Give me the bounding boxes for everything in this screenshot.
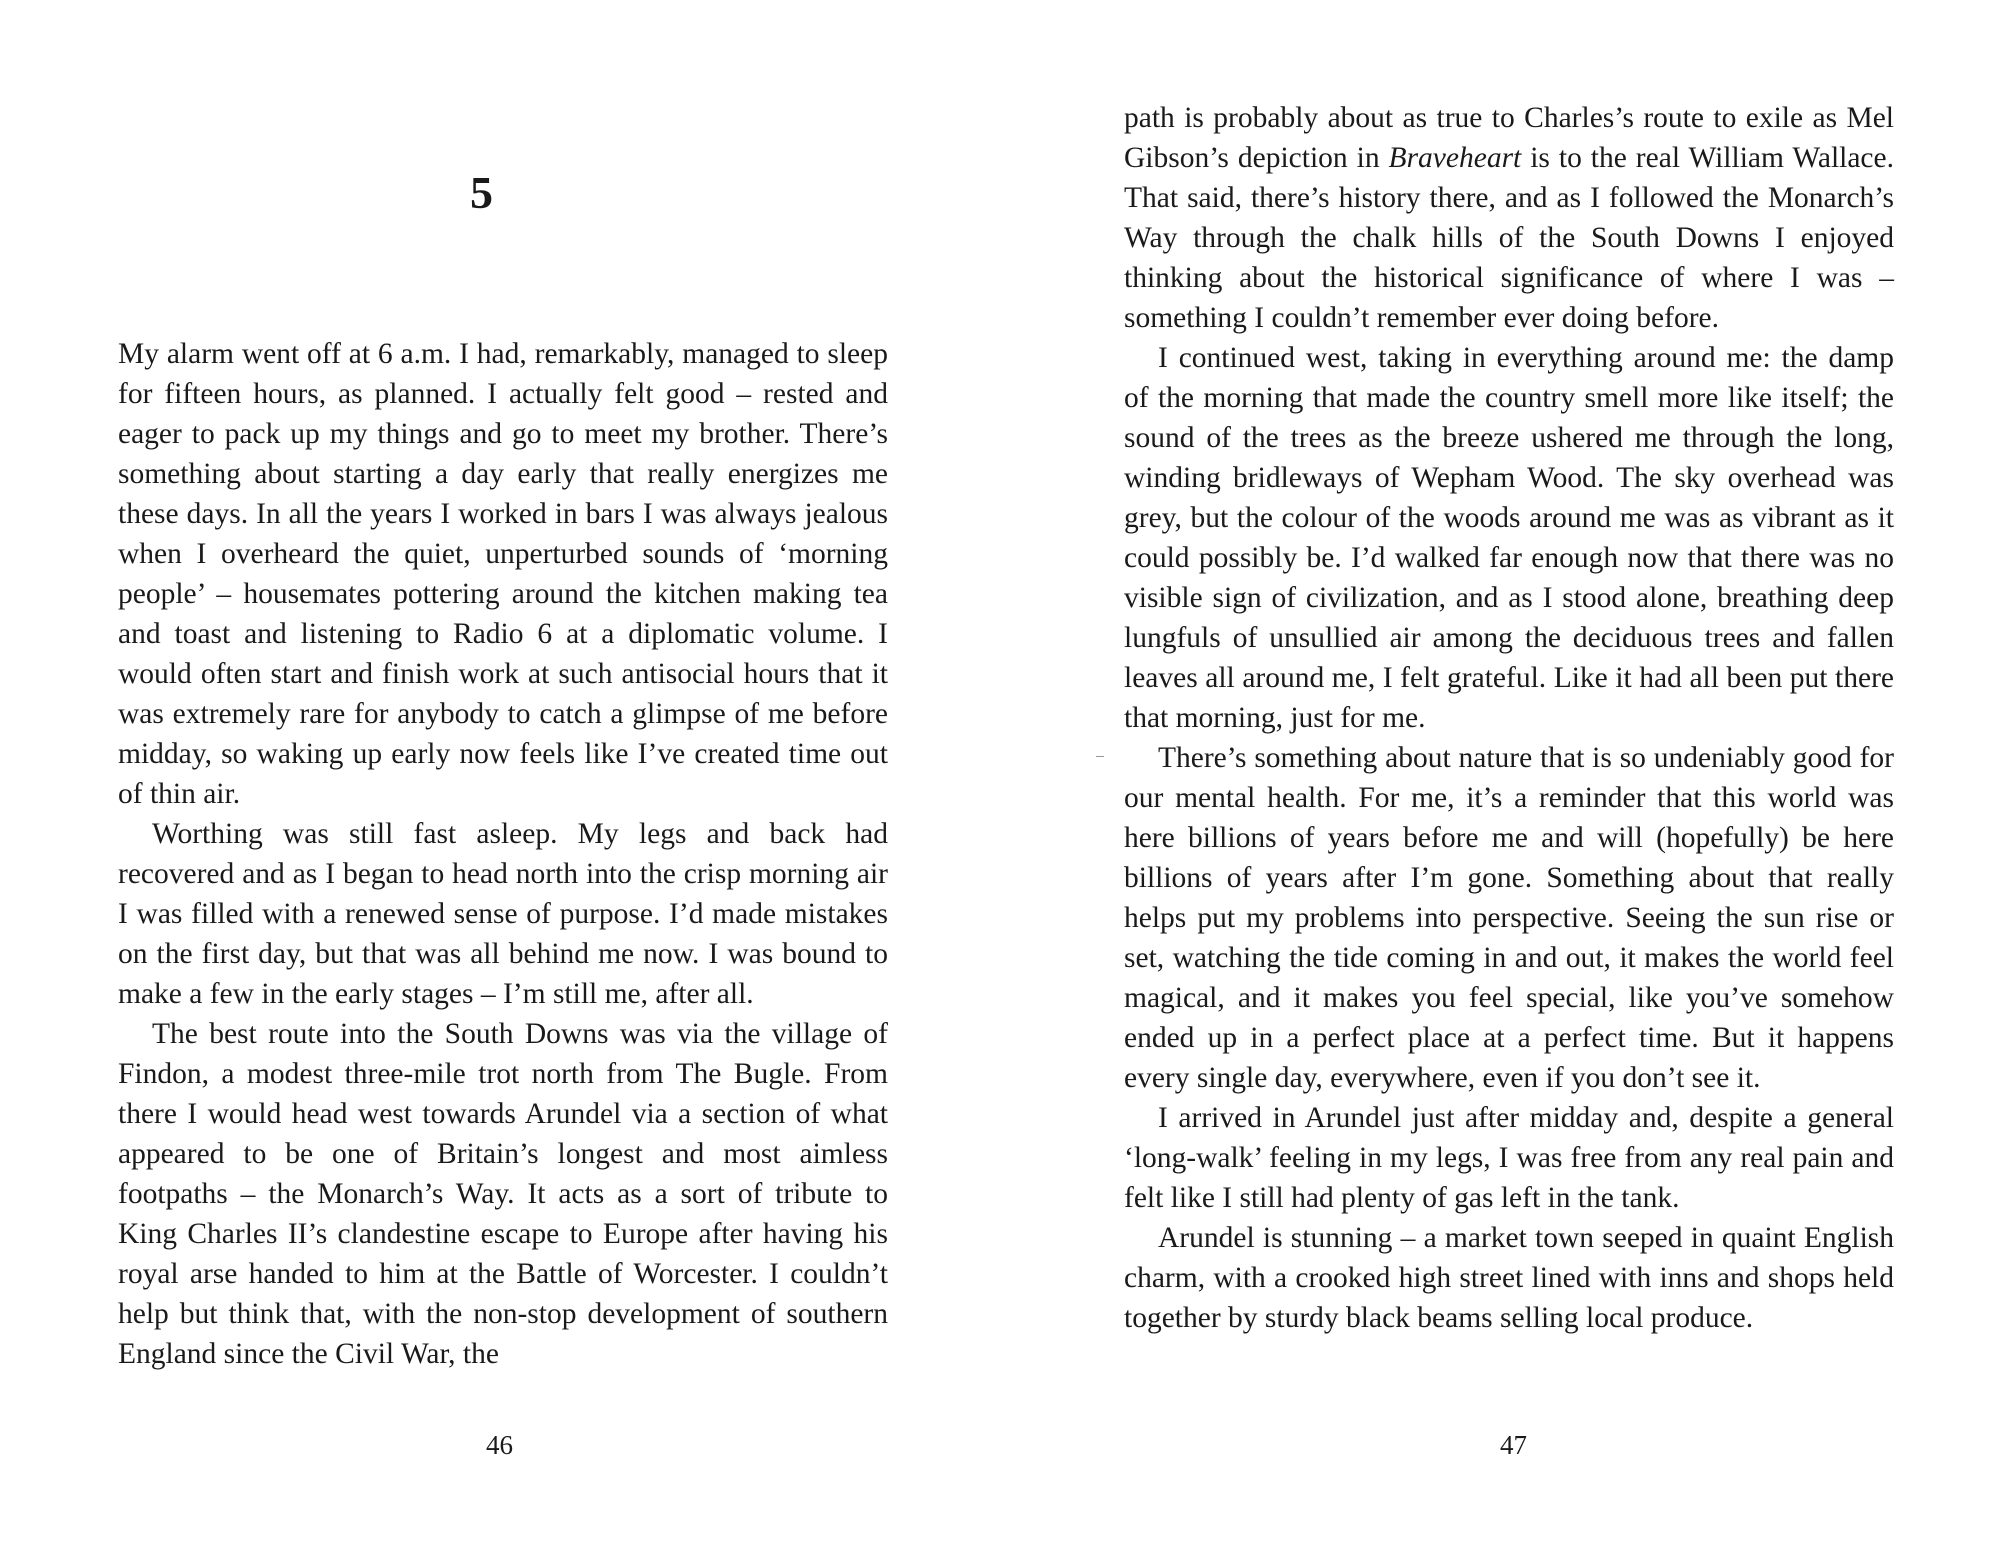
paragraph: My alarm went off at 6 a.m. I had, remarkably, managed to sleep for fifteen hours, as planned. I actually felt good – rested and eager to pack up my things and go to meet my brother. There’s something about starting a day early that really energizes me these days. In all the years I worked in bars I was always jealous when I overheard the quiet, unperturbed sounds of ‘morning people’ – housemates pottering around the kitchen making tea and toast and listening to Radio 6 at a diplomatic volume. I would often start and finish work at such antisocial hours that it was extremely rare for anybody to catch a glimpse of me before midday, so waking up early now feels like I’ve created time out of thin air.	[118, 338, 888, 810]
right-page	[1000, 0, 2000, 1550]
film-title: Braveheart	[1388, 142, 1522, 174]
paragraph: I arrived in Arundel just after midday and, despite a general ‘long-walk’ feeling in my legs, I was free from any real pain and felt like I still had plenty of gas left in the tank.	[1124, 1102, 1894, 1214]
left-page-text	[118, 334, 888, 1374]
page-number-right: 47	[1500, 1430, 1527, 1460]
paragraph-text: is to the real William Wallace. That said, there’s history there, and as I followed the Monarch’s Way through the chalk hills of the South Downs I enjoyed thinking about the historical significance of where I was – something I couldn’t remember ever doing before.	[1124, 142, 1894, 334]
right-page-text	[1124, 98, 1894, 1338]
page-number-left: 46	[486, 1430, 513, 1460]
paragraph: I continued west, taking in everything around me: the damp of the morning that made the country smell more like itself; the sound of the trees as the breeze ushered me through the long, winding bridleways of Wepham Wood. The sky overhead was grey, but the colour of the woods around me was as vibrant as it could possibly be. I’d walked far enough now that there was no visible sign of civilization, and as I stood alone, breathing deep lungfuls of unsullied air among the deciduous trees and fallen leaves all around me, I felt grateful. Like it had all been put there that morning, just for me.	[1124, 342, 1894, 734]
continued-paragraph	[1124, 98, 1894, 338]
paragraph-text: path is probably about as true to Charles’s route to exile as Mel Gibson’s depiction in	[1124, 102, 1894, 174]
paragraph: Arundel is stunning – a market town seeped in quaint English charm, with a crooked high street lined with inns and shops held together by sturdy black beams selling local produce.	[1124, 1222, 1894, 1334]
chapter-number: 5	[470, 167, 493, 218]
paragraph: Worthing was still fast asleep. My legs and back had recovered and as I began to head north into the crisp morning air I was filled with a renewed sense of purpose. I’d made mistakes on the first day, but that was all behind me now. I was bound to make a few in the early stages – I’m still me, after all.	[118, 818, 888, 1010]
paragraph: The best route into the South Downs was via the village of Findon, a modest three-mile trot north from The Bugle. From there I would head west towards Arundel via a section of what appeared to be one of Britain’s longest and most aimless footpaths – the Monarch’s Way. It acts as a sort of tribute to King Charles II’s clandestine escape to Europe after having his royal arse handed to him at the Battle of Worcester. I couldn’t help but think that, with the non-stop development of southern England since the Civil War, the	[118, 1018, 888, 1370]
margin-mark	[1096, 756, 1104, 757]
paragraph: There’s something about nature that is so undeniably good for our mental health. For me, it’s a reminder that this world was here billions of years before me and will (hopefully) be here billions of years after I’m gone. Something about that really helps put my problems into perspective. Seeing the sun rise or set, watching the tide coming in and out, it makes the world feel magical, and it makes you feel special, like you’ve somehow ended up in a perfect place at a perfect time. But it happens every single day, everywhere, even if you don’t see it.	[1124, 742, 1894, 1094]
